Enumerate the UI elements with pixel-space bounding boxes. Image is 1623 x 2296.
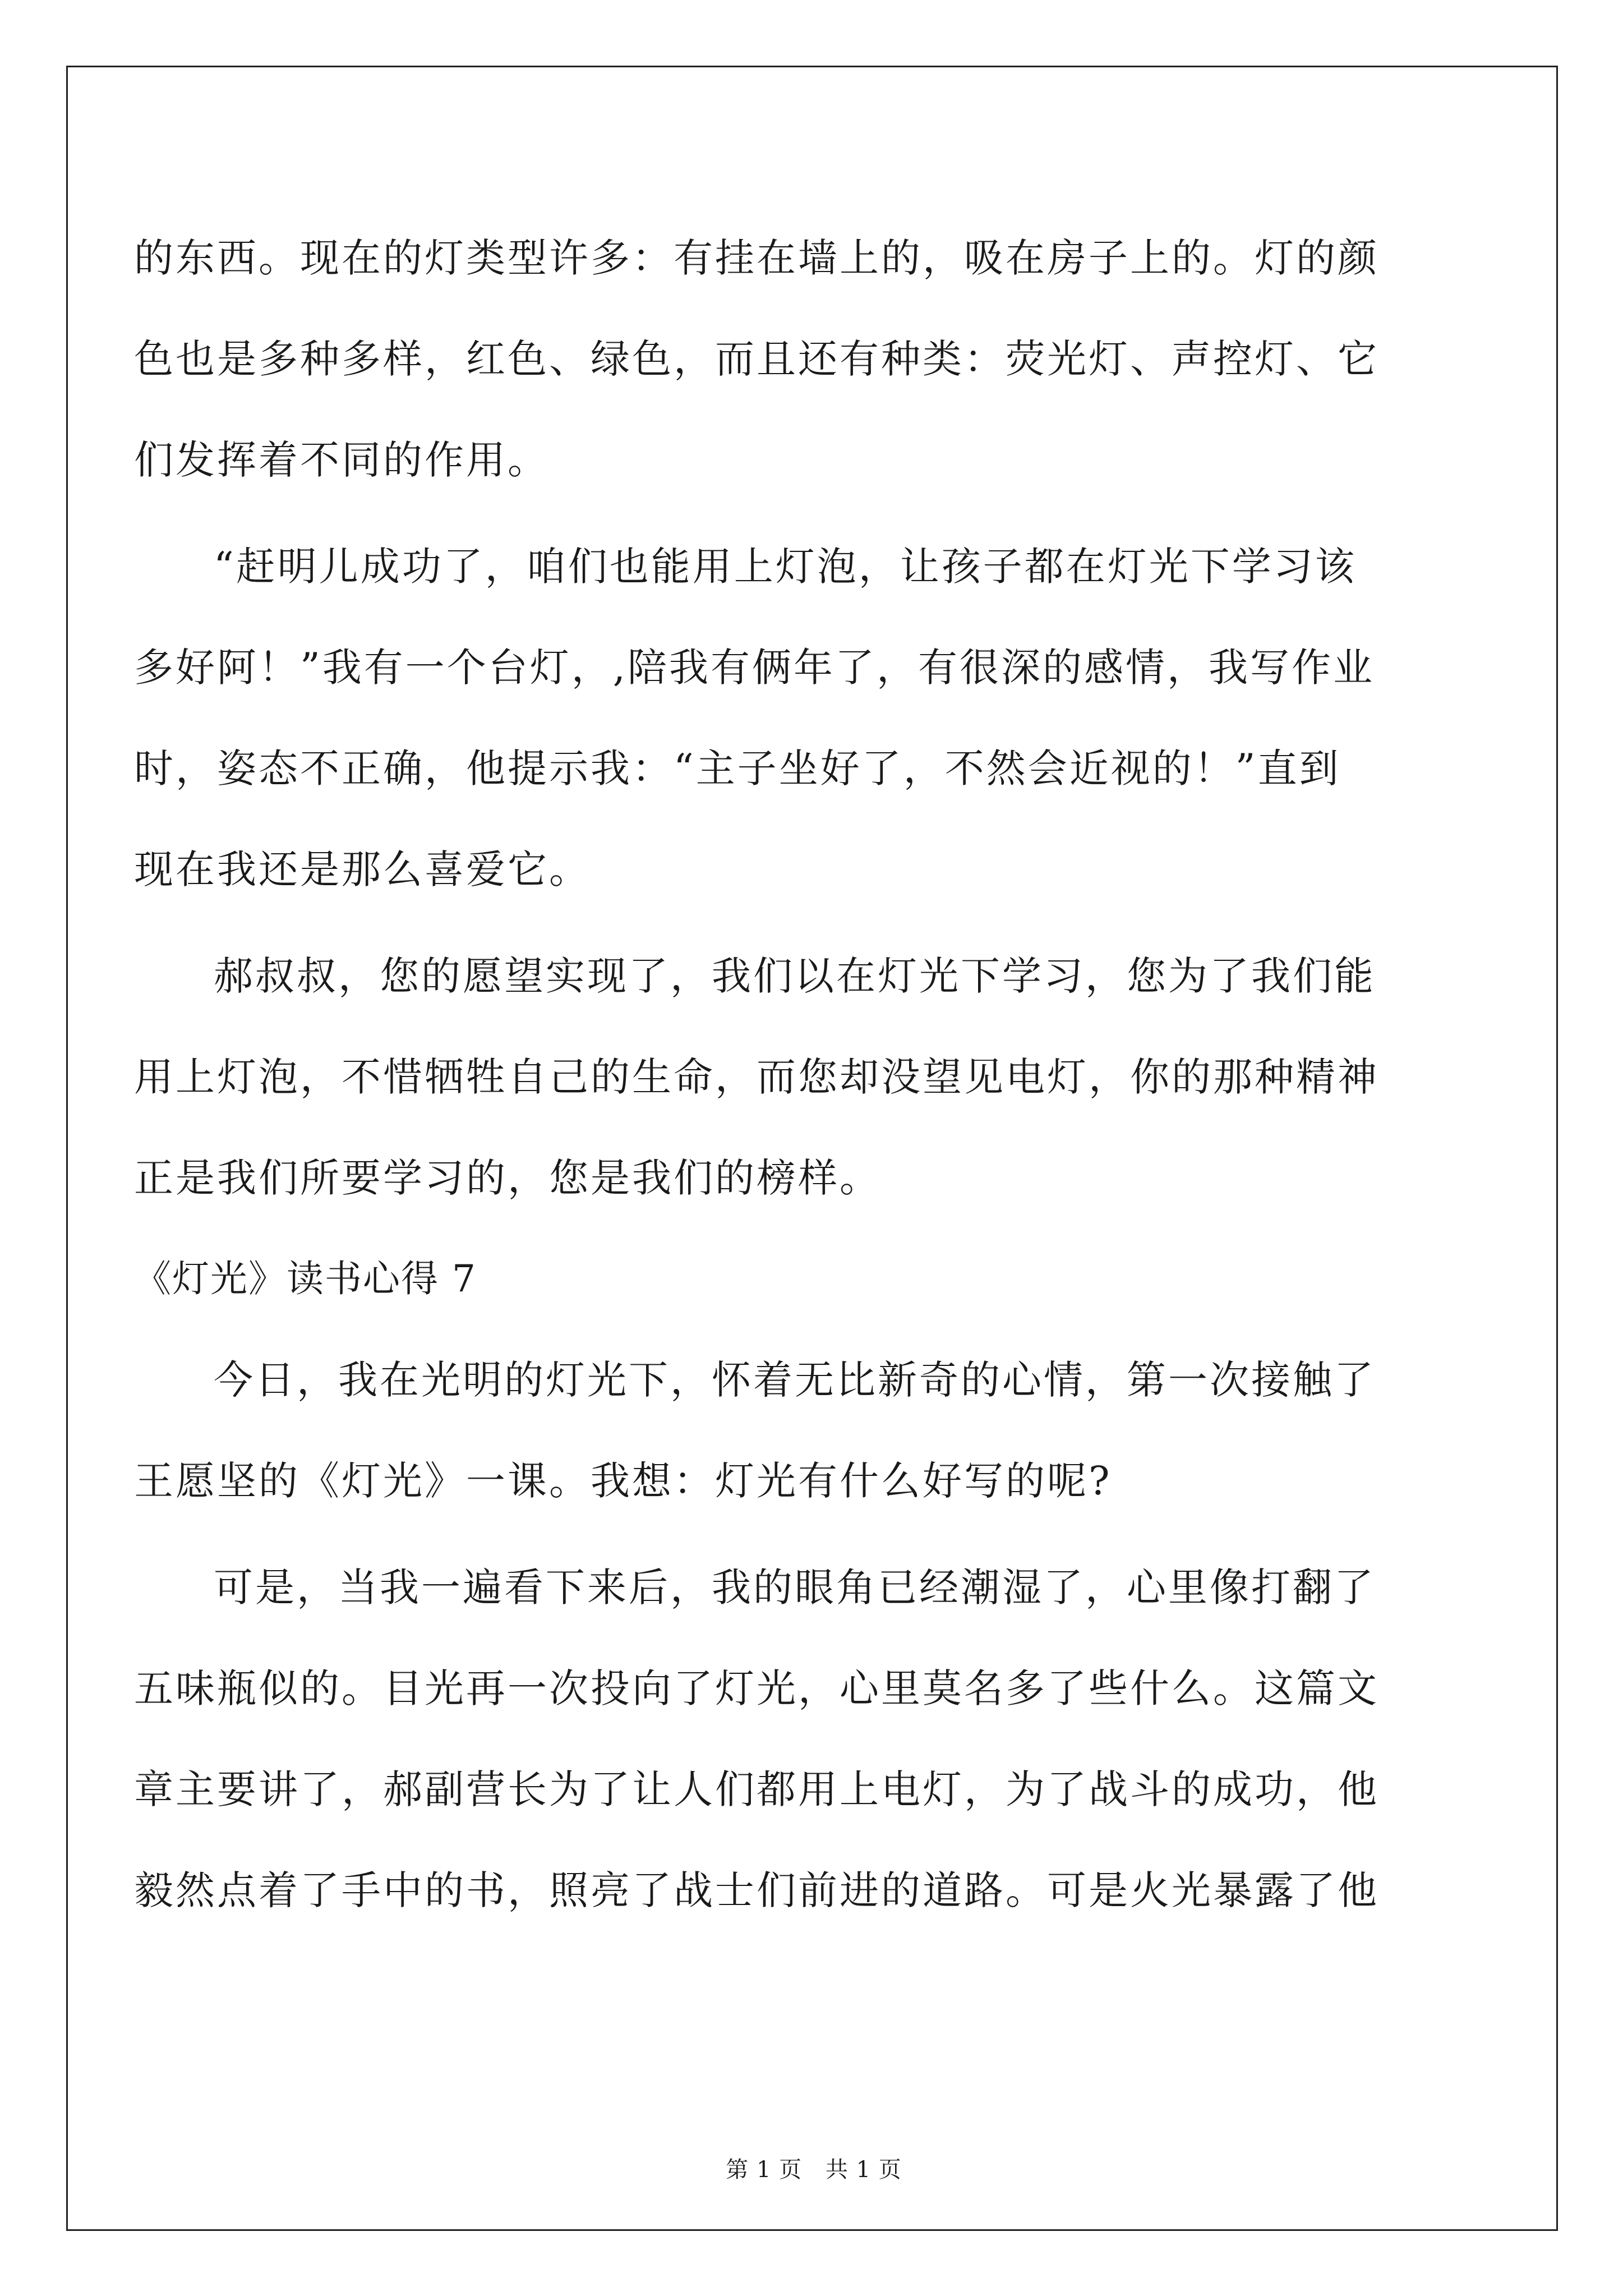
- text-line: 现在我还是那么喜爱它。: [134, 846, 591, 892]
- page-number-total: 共 1 页: [825, 2157, 902, 2183]
- page-number-current: 第 1 页: [726, 2157, 803, 2183]
- text-line: 王愿坚的《灯光》一课。我想：灯光有什么好写的呢?: [134, 1458, 1112, 1504]
- text-line: 郝叔叔，您的愿望实现了，我们以在灯光下学习，您为了我们能: [214, 953, 1376, 999]
- text-line: 正是我们所要学习的，您是我们的榜样。: [134, 1155, 881, 1201]
- text-line: 们发挥着不同的作用。: [134, 437, 549, 483]
- text-line: 毅然点着了手中的书，照亮了战士们前进的道路。可是火光暴露了他: [134, 1867, 1379, 1913]
- text-line: 五味瓶似的。目光再一次投向了灯光，心里莫名多了些什么。这篇文: [134, 1665, 1379, 1711]
- page-footer: [68, 2152, 1560, 2184]
- text-line: 时，姿态不正确，他提示我：“主子坐好了，不然会近视的！”直到: [134, 746, 1341, 792]
- text-line: “赶明儿成功了，咱们也能用上灯泡，让孩子都在灯光下学习该: [214, 544, 1357, 590]
- text-line: 多好阿！”我有一个台灯，,陪我有俩年了，有很深的感情，我写作业: [134, 645, 1375, 691]
- text-line: 可是，当我一遍看下来后，我的眼角已经潮湿了，心里像打翻了: [214, 1565, 1376, 1611]
- text-line: 的东西。现在的灯类型许多：有挂在墙上的，吸在房子上的。灯的颜: [134, 235, 1379, 281]
- page-frame: [66, 66, 1558, 2231]
- section-heading: 《灯光》读书心得 7: [134, 1257, 477, 1300]
- text-line: 用上灯泡，不惜牺牲自己的生命，而您却没望见电灯，你的那种精神: [134, 1054, 1379, 1100]
- text-line: 今日，我在光明的灯光下，怀着无比新奇的心情，第一次接触了: [214, 1357, 1376, 1403]
- text-line: 色也是多种多样，红色、绿色，而且还有种类：荧光灯、声控灯、它: [134, 336, 1379, 382]
- text-line: 章主要讲了，郝副营长为了让人们都用上电灯，为了战斗的成功，他: [134, 1766, 1379, 1812]
